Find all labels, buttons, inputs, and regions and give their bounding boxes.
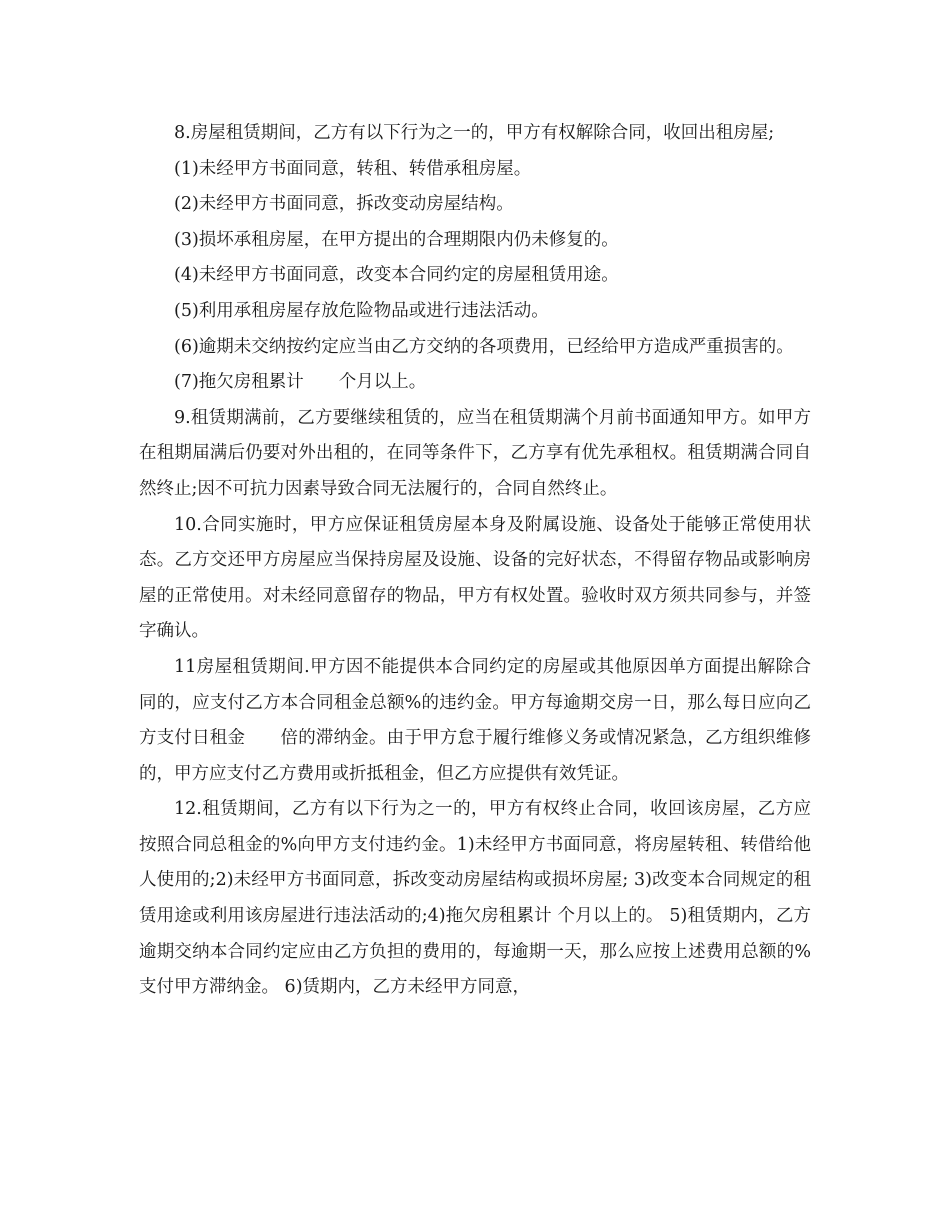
clause-8-item-2: (2)未经甲方书面同意，拆改变动房屋结构。: [174, 194, 514, 215]
clause-11: 11房屋租赁期间.甲方因不能提供本合同约定的房屋或其他原因单方面提出解除合同的，应支付乙方本合同租金总额%的违约金。甲方每逾期交房一日，那么每日应向乙方支付日租金 倍的滞纳金。由于甲方怠于履行维修义务或情况紧急，乙方组织维修的，甲方应支付乙方费用或折抵租金，但乙方应提供有效凭证。: [139, 656, 811, 784]
document-body: [139, 116, 811, 1006]
clause-8-item-3: (3)损坏承租房屋，在甲方提出的合理期限内仍未修复的。: [174, 229, 619, 250]
clause-8-item-5: (5)利用承租房屋存放危险物品或进行违法活动。: [174, 300, 549, 321]
clause-10: 10.合同实施时，甲方应保证租赁房屋本身及附属设施、设备处于能够正常使用状态。乙方交还甲方房屋应当保持房屋及设施、设备的完好状态，不得留存物品或影响房屋的正常使用。对未经同意留存的物品，甲方有权处置。验收时双方须共同参与，并签字确认。: [139, 514, 811, 642]
clause-8-item-7: (7)拖欠房租累计 个月以上。: [174, 372, 427, 393]
clause-8-item-4: (4)未经甲方书面同意，改变本合同约定的房屋租赁用途。: [174, 265, 619, 286]
clause-8: 8.房屋租赁期间，乙方有以下行为之一的，甲方有权解除合同，收回出租房屋;: [174, 123, 775, 143]
clause-9: 9.租赁期满前，乙方要继续租赁的，应当在租赁期满个月前书面通知甲方。如甲方在租期届满后仍要对外出租的，在同等条件下，乙方享有优先承租权。租赁期满合同自然终止;因不可抗力因素导致合同无法履行的，合同自然终止。: [139, 407, 811, 499]
clause-12: 12.租赁期间，乙方有以下行为之一的，甲方有权终止合同，收回该房屋，乙方应按照合同总租金的%向甲方支付违约金。1)未经甲方书面同意，将房屋转租、转借给他人使用的;2)未经甲方书面同意，拆改变动房屋结构或损坏房屋; 3)改变本合同规定的租赁用途或利用该房屋进行违法活动的;4)拖欠房租累计 个月以上的。 5)租赁期内，乙方逾期交纳本合同约定应由乙方负担的费用的，每逾期一天，那么应按上述费用总额的%支付甲方滞纳金。 6)赁期内，乙方未经甲方同意，: [139, 799, 811, 998]
clause-8-item-6: (6)逾期未交纳按约定应当由乙方交纳的各项费用，已经给甲方造成严重损害的。: [174, 336, 794, 357]
clause-8-item-1: (1)未经甲方书面同意，转租、转借承租房屋。: [174, 158, 532, 179]
